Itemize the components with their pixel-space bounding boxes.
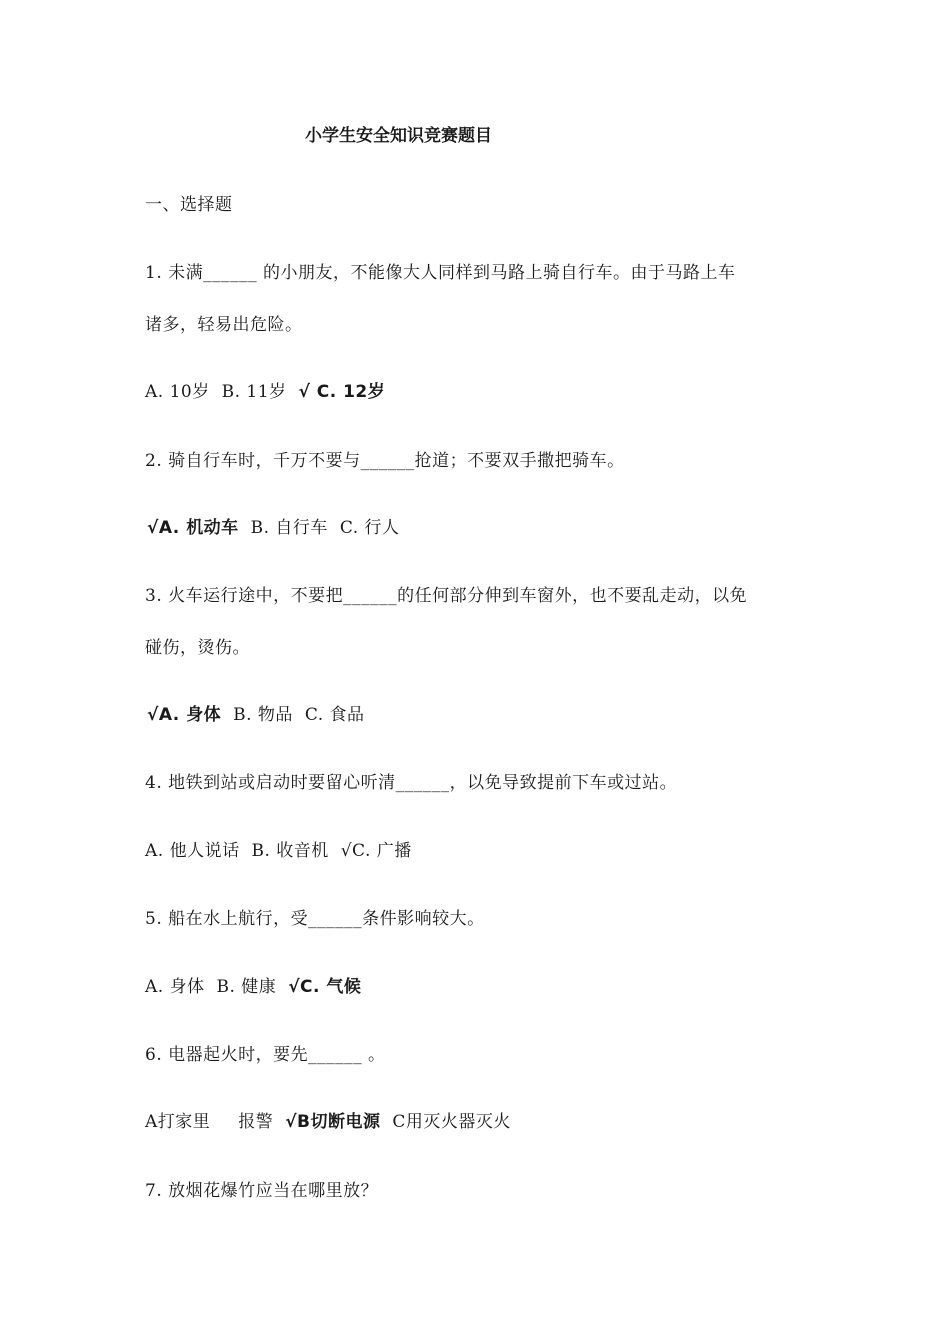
question-2-options [147,516,400,540]
question-1-options [145,380,385,404]
question-1-option-c-correct: √ C. 12岁 [298,382,386,402]
question-3-option-a-correct: √A. 身体 [147,705,222,725]
question-3-text: 3. 火车运行途中，不要把______的任何部分伸到车窗外，也不要乱走动，以免 [145,586,748,606]
question-1-option-b: B. 11岁 [221,382,287,402]
question-4-option-b: B. 收音机 [251,841,329,861]
question-5-options [145,975,361,999]
question-4-option-a: A. 他人说话 [145,841,240,861]
question-1-option-a: A. 10岁 [145,382,210,402]
question-5-text: 5. 船在水上航行，受______条件影响较大。 [145,909,485,929]
question-5-option-a: A. 身体 [145,977,205,997]
question-2-option-b: B. 自行车 [250,518,328,538]
document-title: 小学生安全知识竞赛题目 [305,126,492,146]
question-6-option-a-continued: 报警 [238,1112,274,1132]
question-6-options [145,1110,511,1134]
question-3-options [147,703,365,727]
question-5-option-c-correct: √C. 气候 [288,977,362,997]
question-6-option-a: A打家里 [145,1112,211,1132]
question-2-text: 2. 骑自行车时，千万不要与______抢道；不要双手撒把骑车。 [145,451,625,471]
question-4-option-c-correct: √C. 广播 [340,841,412,861]
question-6-option-b-correct: √B切断电源 [285,1112,381,1132]
question-7-text: 7. 放烟花爆竹应当在哪里放？ [145,1181,379,1201]
question-4-text: 4. 地铁到站或启动时要留心听清______，以免导致提前下车或过站。 [145,773,678,793]
question-2-option-c: C. 行人 [339,518,400,538]
question-5-option-b: B. 健康 [216,977,277,997]
question-1-text-continued: 诸多，轻易出危险。 [145,315,303,335]
question-3-option-c: C. 食品 [304,705,365,725]
question-3-text-continued: 碰伤，烫伤。 [145,638,250,658]
question-4-options [145,839,412,863]
question-6-text: 6. 电器起火时，要先______ 。 [145,1045,386,1065]
section-heading: 一、选择题 [145,195,233,215]
question-1-text: 1. 未满______ 的小朋友，不能像大人同样到马路上骑自行车。由于马路上车 [145,263,736,283]
question-3-option-b: B. 物品 [233,705,293,725]
question-2-option-a-correct: √A. 机动车 [147,518,239,538]
question-6-option-c: C用灭火器灭火 [392,1112,511,1132]
